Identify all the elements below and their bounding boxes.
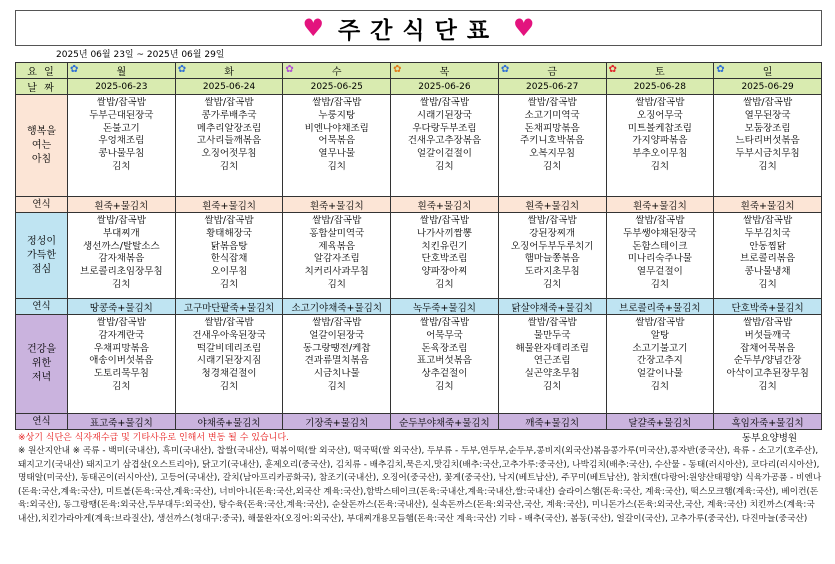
snack-cell: 브로콜리죽+물김치 bbox=[606, 299, 714, 315]
menu-item: 알감자조림 bbox=[313, 253, 360, 265]
menu-item: 상추겉절이 bbox=[421, 368, 468, 380]
meal-label-line: 위한 bbox=[31, 358, 52, 369]
menu-item: 김치 bbox=[435, 160, 454, 172]
lunch-row bbox=[16, 213, 822, 299]
menu-item: 고사리들깨볶음 bbox=[196, 135, 262, 147]
menu-item: 두부쌩야채된장국 bbox=[623, 227, 697, 239]
breakfast-cell bbox=[283, 95, 391, 197]
menu-item: 부추오이무침 bbox=[632, 148, 688, 160]
meal-label-line: 가득한 bbox=[27, 249, 56, 261]
menu-item: 얼갈이겉절이 bbox=[416, 148, 472, 160]
meal-label-line: 여는 bbox=[31, 139, 52, 151]
meal-label-line: 저녁 bbox=[31, 372, 52, 383]
menu-item: 가지양파볶음 bbox=[632, 135, 688, 147]
breakfast-cell bbox=[391, 95, 499, 197]
day-name: 목 bbox=[439, 67, 450, 78]
dinner-cell bbox=[391, 315, 499, 414]
menu-item: 쌀밥/잡곡밥 bbox=[527, 97, 577, 108]
snack-cell: 흰죽+물김치 bbox=[606, 197, 714, 213]
menu-item: 콩나물무침 bbox=[98, 148, 145, 160]
menu-item: 알탕 bbox=[650, 329, 670, 341]
meal-label-line: 정성이 bbox=[27, 235, 56, 247]
date-cell: 2025-06-25 bbox=[283, 79, 391, 95]
menu-item: 건새우아욱된장국 bbox=[192, 329, 266, 341]
snack-label: 연식 bbox=[16, 414, 68, 430]
lunch-cell bbox=[68, 213, 176, 299]
dinner-cell bbox=[68, 315, 176, 414]
dinner-label bbox=[16, 315, 68, 414]
menu-item: 잡채어묵볶음 bbox=[740, 342, 796, 354]
snack-cell: 깨죽+물김치 bbox=[498, 414, 606, 430]
menu-item: 버섯들깨국 bbox=[744, 329, 791, 341]
menu-item: 김치 bbox=[327, 278, 346, 290]
menu-item: 동그랑땡전/케찹 bbox=[303, 342, 371, 354]
menu-item: 우채피망볶음 bbox=[93, 342, 149, 354]
date-row bbox=[16, 79, 822, 95]
flower-icon: ✿ bbox=[608, 64, 617, 75]
menu-item: 표고버섯볶음 bbox=[416, 355, 472, 367]
menu-item: 안동찜닭 bbox=[749, 240, 786, 252]
menu-item: 소고기불고기 bbox=[632, 342, 688, 354]
menu-item: 쌀밥/잡곡밥 bbox=[635, 317, 685, 328]
breakfast-cell bbox=[175, 95, 283, 197]
snack-cell: 표고죽+물김치 bbox=[68, 414, 176, 430]
menu-item: 돈불고기 bbox=[102, 122, 140, 134]
menu-item: 오복지무침 bbox=[529, 148, 576, 160]
menu-item: 오이무침 bbox=[210, 266, 248, 278]
date-cell: 2025-06-23 bbox=[68, 79, 176, 95]
menu-item: 도라지초무침 bbox=[524, 266, 580, 278]
day-header-4 bbox=[498, 63, 606, 79]
menu-item: 주키니호박볶음 bbox=[520, 135, 585, 147]
menu-item: 메추리알장조림 bbox=[196, 122, 262, 134]
date-cell: 2025-06-26 bbox=[391, 79, 499, 95]
menu-item: 쌀밥/잡곡밥 bbox=[204, 317, 254, 328]
menu-item: 돈채피망볶음 bbox=[524, 122, 580, 134]
change-notice: ※상기 식단은 식자재수급 및 기타사유로 인해서 변동 될 수 있습니다. bbox=[18, 433, 289, 443]
page-title: 주간식단표 bbox=[337, 17, 500, 44]
date-cell: 2025-06-28 bbox=[606, 79, 714, 95]
snack-cell: 흰죽+물김치 bbox=[68, 197, 176, 213]
dinner-snack-row bbox=[16, 414, 822, 430]
menu-item: 김치 bbox=[219, 278, 239, 290]
menu-item: 시래기된장지짐 bbox=[196, 355, 262, 367]
menu-item: 한식잡채 bbox=[210, 253, 248, 265]
breakfast-cell bbox=[714, 95, 822, 197]
menu-item: 시금치나물 bbox=[313, 368, 360, 380]
menu-item: 김치 bbox=[542, 278, 562, 290]
menu-item: 쌀밥/잡곡밥 bbox=[635, 97, 685, 108]
menu-item: 제육볶음 bbox=[318, 240, 356, 252]
menu-item: 김치 bbox=[112, 380, 131, 392]
snack-label: 연식 bbox=[16, 299, 68, 315]
lunch-cell bbox=[606, 213, 714, 299]
menu-item: 황태해장국 bbox=[206, 227, 252, 239]
menu-item: 홍합살미역국 bbox=[309, 227, 365, 239]
menu-item: 생선까스/탈탈소스 bbox=[83, 240, 160, 252]
day-header-5 bbox=[606, 63, 714, 79]
menu-item: 김치 bbox=[650, 278, 670, 290]
menu-item: 김치 bbox=[435, 380, 454, 392]
dinner-cell bbox=[175, 315, 283, 414]
menu-item: 콩가루배추국 bbox=[201, 109, 257, 121]
menu-item: 치커리사과무침 bbox=[304, 266, 369, 278]
menu-item: 오징어두부두루치기 bbox=[510, 240, 594, 252]
snack-cell: 흑임자죽+물김치 bbox=[714, 414, 822, 430]
menu-item: 열무된장국 bbox=[744, 109, 791, 121]
snack-cell: 야채죽+물김치 bbox=[175, 414, 283, 430]
flower-icon: ✿ bbox=[500, 64, 510, 75]
menu-item: 치킨유린기 bbox=[421, 240, 468, 252]
origin-info: ※ 원산지안내 ※ 곡류 - 백미(국내산), 흑미(국내산), 찹쌀(국내산), 떡볶이떡(쌀 외국산), 떡국떡(쌀 외국산), 두부류 - 두부,연두부,순두부,콩비지(외국산)볶음콩가루(미국산),콩자반(중국산), 육류 - 소고기(호주산), 돼지고기(국내산) 돼지고기 삼겹살(오스트리아), 닭고기(국내산), 훈제오리(중국산), 김치류 - 배추김치,묵은지,맛김치(배추:국산,고추가루:중국산), 나박김치(배추:국산), 수산물 - 동태(러시아산), 코다리(러시아산), 명태알(미국산), 동태곤이(러시아산), 고등어(국내산), 갈치(남아프리카공화국), 참조기(국내산), 오징어(중국산), 꽃게(중국산), 낙지(베트남산), 주꾸미(베트남산), 참치캔(다랑어:원양산태평양) 식육가공품 - 비엔나(돈육:국산,계육:국산), 미트볼(돈육:국산,계육:국산), 너비아니(돈육:국산,외국산 계육:국산),함박스테이크(돈육:국내산,계육:국내산,쌀:국내산) 슬라이스햄(돈육:국산, 계육:국산), 떡스모크햄(계육:국산), 베이컨(돈육:외국산), 동그랑땡(돈육:외국산,두부대두:외국산), 탕수육(돈육:국산,계육:국산), 순살돈까스(돈육:국내산), 실속돈까스(돈육:외국산,국산, 계육:국산), 미니돈가스(돈육:외국산,국산, 계육:국산) 치킨까스(계육:국내산),치킨가라아게(계육:브라질산), 생선까스(청대구:중국), 해물완자(오징어:외국산), 부대찌개용모듬햄(돈육:국산 계육:국산) 기타 - 배추(국산), 봄동(국산), 얼갈이(국산), 고추가루(중국산), 다진마늘(중국산) bbox=[18, 446, 822, 524]
meal-label-line: 점심 bbox=[31, 263, 52, 275]
flower-icon: ✿ bbox=[393, 64, 402, 75]
flower-icon: ✿ bbox=[177, 64, 187, 75]
menu-item: 두부근대된장국 bbox=[89, 109, 154, 121]
menu-item: 쌀밥/잡곡밥 bbox=[96, 215, 146, 226]
menu-item: 실곤약초무침 bbox=[524, 368, 580, 380]
menu-item: 돈함스테이크 bbox=[632, 240, 688, 252]
menu-item: 연근조림 bbox=[533, 355, 571, 367]
snack-cell: 흰죽+물김치 bbox=[391, 197, 499, 213]
menu-item: 오징어무국 bbox=[636, 109, 683, 121]
menu-item: 열무나물 bbox=[318, 148, 356, 160]
menu-item: 김치 bbox=[435, 278, 454, 290]
lunch-cell bbox=[283, 213, 391, 299]
dinner-cell bbox=[714, 315, 822, 414]
menu-item: 쌀밥/잡곡밥 bbox=[419, 97, 469, 108]
day-name: 금 bbox=[547, 67, 557, 78]
snack-cell: 기장죽+물김치 bbox=[283, 414, 391, 430]
menu-item: 쌀밥/잡곡밥 bbox=[96, 317, 146, 328]
lunch-label bbox=[16, 213, 68, 299]
menu-item: 강된장찌개 bbox=[529, 227, 576, 239]
dinner-row bbox=[16, 315, 822, 414]
dinner-cell bbox=[606, 315, 714, 414]
menu-item: 모둠장조림 bbox=[744, 122, 791, 134]
menu-item: 김치 bbox=[650, 380, 670, 392]
menu-item: 쌀밥/잡곡밥 bbox=[96, 97, 146, 108]
menu-item: 김치 bbox=[758, 160, 777, 172]
snack-cell: 단호박죽+물김치 bbox=[714, 299, 822, 315]
day-header-row bbox=[16, 63, 822, 79]
date-cell: 2025-06-27 bbox=[498, 79, 606, 95]
menu-item: 감자채볶음 bbox=[98, 253, 145, 265]
menu-item: 쌀밥/잡곡밥 bbox=[204, 97, 254, 108]
flower-icon: ✿ bbox=[70, 64, 79, 75]
menu-item: 닭볶음탕 bbox=[210, 240, 248, 252]
menu-item: 얼갈이나물 bbox=[636, 368, 683, 380]
menu-item: 김치 bbox=[542, 380, 562, 392]
snack-cell: 흰죽+물김치 bbox=[283, 197, 391, 213]
menu-item: 아삭이고추된장무침 bbox=[726, 368, 809, 380]
breakfast-label bbox=[16, 95, 68, 197]
menu-item: 열무겉절이 bbox=[636, 266, 683, 278]
menu-item: 미나리숙주나물 bbox=[627, 253, 692, 265]
menu-item: 우엉채조림 bbox=[98, 135, 145, 147]
snack-cell: 소고기야채죽+물김치 bbox=[283, 299, 391, 315]
snack-cell: 닭살야채죽+물김치 bbox=[498, 299, 606, 315]
snack-cell: 땅콩죽+물김치 bbox=[68, 299, 176, 315]
day-header-2 bbox=[283, 63, 391, 79]
menu-item: 김치 bbox=[327, 160, 346, 172]
menu-item: 쌀밥/잡곡밥 bbox=[312, 215, 362, 226]
heart-icon: ♥ bbox=[302, 14, 324, 42]
day-name: 월 bbox=[116, 67, 127, 78]
menu-item: 애송이버섯볶음 bbox=[89, 355, 154, 367]
menu-item: 건새우고추장볶음 bbox=[407, 135, 482, 147]
day-name: 토 bbox=[655, 67, 665, 78]
menu-item: 김치 bbox=[650, 160, 670, 172]
snack-label: 연식 bbox=[16, 197, 68, 213]
day-name: 수 bbox=[331, 67, 342, 78]
menu-item: 쌀밥/잡곡밥 bbox=[312, 97, 362, 108]
snack-cell: 흰죽+물김치 bbox=[175, 197, 283, 213]
menu-item: 단호박조림 bbox=[421, 253, 468, 265]
dinner-cell bbox=[283, 315, 391, 414]
menu-item: 쌀밥/잡곡밥 bbox=[527, 317, 577, 328]
menu-item: 나가사끼짬뽕 bbox=[416, 227, 472, 239]
snack-cell: 흰죽+물김치 bbox=[714, 197, 822, 213]
lunch-cell bbox=[714, 213, 822, 299]
lunch-cell bbox=[498, 213, 606, 299]
snack-cell: 순두부야채죽+물김치 bbox=[391, 414, 499, 430]
menu-item: 쌀밥/잡곡밥 bbox=[743, 97, 793, 108]
menu-item: 비엔나야채조림 bbox=[304, 122, 369, 134]
snack-cell: 달걀죽+물김치 bbox=[606, 414, 714, 430]
menu-item: 쌀밥/잡곡밥 bbox=[419, 317, 469, 328]
menu-item: 감자계란국 bbox=[98, 329, 145, 341]
menu-period: 2025년 06월 23일 ~ 2025년 06월 29일 bbox=[56, 50, 225, 60]
breakfast-cell bbox=[68, 95, 176, 197]
menu-item: 간장고추지 bbox=[636, 355, 683, 367]
menu-item: 시래기된장국 bbox=[416, 109, 472, 121]
menu-item: 김치 bbox=[219, 160, 239, 172]
flower-icon: ✿ bbox=[716, 64, 725, 75]
day-header-1 bbox=[175, 63, 283, 79]
menu-item: 김치 bbox=[542, 160, 562, 172]
day-name: 화 bbox=[224, 67, 234, 78]
date-label: 날 짜 bbox=[16, 79, 68, 95]
breakfast-cell bbox=[606, 95, 714, 197]
menu-item: 느타리버섯볶음 bbox=[735, 135, 800, 147]
menu-item: 김치 bbox=[758, 380, 777, 392]
meal-label-line: 아침 bbox=[31, 153, 52, 165]
menu-item: 두부김치국 bbox=[744, 227, 791, 239]
menu-item: 콩나물냉채 bbox=[744, 266, 791, 278]
day-header-0 bbox=[68, 63, 176, 79]
hospital-name: 동부요양병원 bbox=[742, 433, 798, 444]
meal-label-line: 행복을 bbox=[27, 125, 56, 137]
breakfast-row bbox=[16, 95, 822, 197]
dinner-cell bbox=[498, 315, 606, 414]
breakfast-cell bbox=[498, 95, 606, 197]
menu-item: 부대찌개 bbox=[102, 227, 140, 239]
menu-item: 브로콜리볶음 bbox=[740, 253, 796, 265]
date-cell: 2025-06-24 bbox=[175, 79, 283, 95]
weekly-menu-table bbox=[15, 62, 822, 430]
menu-item: 김치 bbox=[758, 278, 777, 290]
day-header-6 bbox=[714, 63, 822, 79]
menu-item: 쌀밥/잡곡밥 bbox=[419, 215, 469, 226]
menu-item: 쌀밥/잡곡밥 bbox=[635, 215, 685, 226]
date-cell: 2025-06-29 bbox=[714, 79, 822, 95]
menu-item: 우다랑두부조림 bbox=[412, 122, 477, 134]
heart-icon: ♥ bbox=[513, 14, 535, 42]
day-header-3 bbox=[391, 63, 499, 79]
menu-item: 김치 bbox=[112, 160, 131, 172]
day-name: 일 bbox=[762, 67, 773, 78]
meal-label-line: 건강을 bbox=[27, 344, 56, 355]
snack-cell: 흰죽+물김치 bbox=[498, 197, 606, 213]
menu-item: 누룽지탕 bbox=[318, 109, 356, 121]
breakfast-snack-row bbox=[16, 197, 822, 213]
title-box bbox=[15, 10, 822, 46]
snack-cell: 고구마단팥죽+물김치 bbox=[175, 299, 283, 315]
lunch-cell bbox=[175, 213, 283, 299]
menu-item: 청경채겉절이 bbox=[201, 368, 257, 380]
menu-item: 두부시금치무침 bbox=[735, 148, 800, 160]
snack-cell: 녹두죽+물김치 bbox=[391, 299, 499, 315]
menu-item: 얼갈이된장국 bbox=[309, 329, 365, 341]
menu-item: 순두부/양념간장 bbox=[733, 355, 802, 367]
menu-item: 어묵볶음 bbox=[318, 135, 356, 147]
menu-item: 햄마늘쫑볶음 bbox=[524, 253, 580, 265]
menu-item: 떡갈비데리조림 bbox=[196, 342, 262, 354]
menu-item: 미트볼케찹조림 bbox=[627, 122, 692, 134]
menu-item: 쌀밥/잡곡밥 bbox=[743, 317, 793, 328]
menu-item: 물만두국 bbox=[533, 329, 571, 341]
menu-item: 견과류멸치볶음 bbox=[304, 355, 369, 367]
menu-item: 도토리묵무침 bbox=[93, 368, 149, 380]
flower-icon: ✿ bbox=[285, 64, 294, 75]
menu-item: 해물완자데리조림 bbox=[515, 342, 589, 354]
menu-item: 김치 bbox=[112, 278, 131, 290]
lunch-cell bbox=[391, 213, 499, 299]
menu-item: 쌀밥/잡곡밥 bbox=[743, 215, 793, 226]
menu-item: 김치 bbox=[327, 380, 346, 392]
menu-item: 오징어젓무침 bbox=[201, 148, 257, 160]
menu-item: 양파장아찌 bbox=[421, 266, 468, 278]
day-label: 요 일 bbox=[16, 63, 68, 79]
menu-item: 돈육장조림 bbox=[421, 342, 468, 354]
menu-item: 쌀밥/잡곡밥 bbox=[527, 215, 577, 226]
menu-item: 소고기미역국 bbox=[524, 109, 580, 121]
menu-item: 쌀밥/잡곡밥 bbox=[312, 317, 362, 328]
lunch-snack-row bbox=[16, 299, 822, 315]
menu-item: 김치 bbox=[219, 380, 239, 392]
menu-item: 어묵무국 bbox=[426, 329, 463, 341]
menu-item: 쌀밥/잡곡밥 bbox=[204, 215, 254, 226]
menu-item: 브로콜리초임장무침 bbox=[80, 266, 163, 278]
